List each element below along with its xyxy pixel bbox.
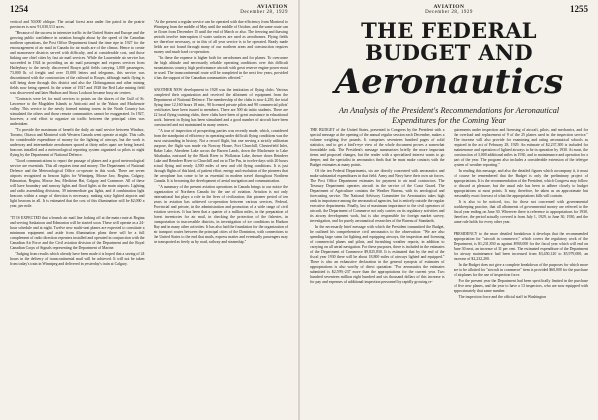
- left-page-header: [10, 4, 288, 20]
- paragraph: "To provide the maximum of benefit the daily air mail service between Windsor, Toronto, Ottawa and Montreal with Western Canada went operate at night. This calls for considerable expenditure of money for the lighting of airways, but the work is underway and intermediate aerodromes spaced at thirty miles apart are being leased, beacons installed and a meteorological reporting system organized so pilots to night flying by the Department of National Defence.: [10, 128, 145, 157]
- article-title-block: [310, 18, 588, 128]
- left-page: [0, 0, 298, 420]
- text-column: [454, 128, 589, 414]
- paragraph: "Because of the success in intensive traffic in the United States and Europe and the growing public confidence in aviation brought about by the speed of the Canadian northern operations, the Post Office Department found the time ripe in 1927 for the encouragement of air mail in Canada for air mails are of the climax. Hence to create and manoeuvre districts served with difficulty, and at considerable cost, and those linking one chief cities by fast air mail services. While the Laurentide air service has succeeded in 1924 in providing an air mail passenger and express services from Haileybury to the newly discovered Rouyn gold fields carrying 1,000 passengers, 73,000 lb. of freight and over 15,000 letters and telegrams, this service was discontinued with the construction of the railroad to Rouyn, although mails flying is still being done through this district and also the Chibougamau and other mining fields now being opened. In the winter of 1927 and 1928 the Red Lake mining field was discovered and later Hudson and Sioux Lookout became busy air centres.: [10, 31, 145, 95]
- paragraph: vertical and 50,000 oblique. The actual forest area under fire patrol in the prairie provinces is now 91,030,513 acres.: [10, 20, 145, 29]
- paragraph: Of the ten Federal Departments, six are directly concerned with aeronautics and make substantial expenditures in that field. Army and Navy have their own air forces. The Post Office Department estimates for payment to air mail contractors. The Treasury Department operates aircraft in the service of the Coast Guard. The Department of Agriculture contains the Weather Bureau, with its aerological and forecasting service. The National Advisory Committee for Aeronautics takes high rank in importance among the aeronautical agencies, but is entirely outside the regular executive departments. Finally, last of maximum importance to the civil operators of aircraft, the Department of Commerce not only carries on its regulatory activities and its airway development work, but is also responsible for foreign market survey, investigation, and for purely aeronautical researches of the Bureau of Standards.: [310, 169, 445, 223]
- text-column: [154, 20, 289, 414]
- paragraph: For the present year the Department had been specifically limited in the purchase of five new planes, and the year to have a 13 inspectors, who are now equipped with approximately that same number.: [453, 279, 588, 293]
- paragraph: The inspection force and the official staff in Washington: [458, 295, 547, 299]
- paragraph: quirements under inspection and licensing of aircraft, pilots, and mechanics, and for the overload and replacement of 9 of the 25 planes used in the inspection service." The increase will also provide for examining and rating aeronautical schools as required in the act of February 28, 1929. An estimate of $2,237,300 is included for maintenance and operation of lighted airways to be in operation by 1930. At most, the construction of 3,000 additional miles in 1930, and to maintenance and operation for a part of the year. The program also includes a considerable extension of the teletype system of weather reporting.": [453, 128, 588, 167]
- running-head-date: December 28, 1929: [240, 10, 288, 15]
- paragraph: It is also to be noticed, too, for those not concerned with governmental bookkeeping practice, that all allotments of governmental money are referred to the fiscal year ending on June 30. Wherever there is reference to appropriations for 1930, therefore, the period actually covered is from July 1, 1929, to June 30, 1930, and the same rule holds for every other year.: [453, 200, 588, 224]
- paragraph: "A tour of inspection of prospecting parties was recently made, which, considered from the standpoint of efficiency in operating under difficult flying conditions was the most outstanding in history. Not a record flight, but one serving a strictly utilitarian purpose, the flight was made via Norway House, Fort Churchill, Chesterfield Inlet, Baker Lake, Aberdeen Lake across the Barren Lands, down the Mackenzie to Lake Athabaska, eastward by the Black River to Wollaston Lake, thence down Reindeer Lake and Reindeer River to Churchill and on to The Pas, in twelve days with 20 hours actual flying and nearly 4,500 miles of new and old flying conditions. It is just through flights of this kind, of patient effort, energy and resolution of the pioneers that the aeroplane has come to be as essential in modern travel throughout Northern Canada. It is becoming the development of aerial navigation and communication.: [153, 129, 288, 183]
- paragraph: "Judging from results which already have been made it is hoped that a saving of 24 hours in the delivery of transcontinental mail will be achieved. It will not be taken from today's train in Winnipeg and delivered in yesterday's train at Calgary.: [10, 252, 145, 266]
- paragraph: "At the present a regular service can be operated with due efficiency from Montreal to Winnipeg from the middle of May until the middle of October, and the same route can be flown from December 15 until the end of March or also. The freezing and thawing periods involve interruption if water surfaces are used as aerodromes. Flying fields are therefore necessary, or in this of all year service is to be operated. Ready made fields are not found through many of our northern areas and construction requires money and much hard co-operation.: [153, 20, 288, 54]
- page-number: 1254: [10, 4, 28, 14]
- paragraph: In the necessarily brief message with which the President transmitted the Budget, he outlined his comprehensive civil aeronautics to the observation: "We are also spending large sums for lighting and equipping airways, the inspection and licensing of commercial planes and pilots, and furnishing weather reports, in addition to carrying on all aerial navigation. For these purposes, there is included in the estimates of the Department of Commerce $9,825,830. It is estimated that by the end of the fiscal year 1930 there will be about 18,800 miles of airways lighted and equipped." There is also an exhaustive declaration in the general synopsis of estimates of appropriations is also worthy of direct quotation: "For aeronautics the estimates submitted is $2,599,-237 more than the appropriations for the current year. Two hundred seventeen million eight hundred and six thousand dollars of this increase is for pay and expenses of additional inspection personnel by rapidly growing re-: [310, 225, 445, 284]
- paragraph: "In these the expense is higher both for aerodromes and for planes. To overcome the high altitude and necessarily reliable operating conditions over this difficult mountainous country, high performance aircraft with great reserve engine power must be used. The transcontinental route will be completed in the next few years, provided it has the support of the Canadian communities affected.": [153, 56, 288, 80]
- article-title-script: Aeronautics: [334, 62, 564, 102]
- paragraph: In the Budget does not give a complete breakdown of the purposes for which more are to be allotted for "aircraft in commerce" item is provided $60,000 for the purchase of airplanes for the use of inspection force.: [453, 263, 588, 277]
- article-title: THE FEDERAL BUDGET AND: [361, 18, 537, 65]
- page-number: 1255: [570, 4, 588, 14]
- running-head: [240, 4, 288, 16]
- article-subtitle: An Analysis of the President's Recommendations for Aeronautical Expenditures for the Coming Year: [338, 106, 560, 125]
- running-head-date: December 28, 1929: [425, 10, 473, 15]
- paragraph: ANOTHER NEW development in 1928 was the institution of flying clubs. Various completed their organization and received the allotment of equipment from the Department of National Defence. The membership of the clubs is now 4,250, the total flying time 12,160 hours 18 min., 90 licensed private pilots and 90 commercial pilots' certificates have been issued to members. There are 500 ab initio students. There are 22 local flying training clubs, three clubs have been of great assistance in educational work. Interest in flying has been stimulated and a good number of aircraft have been constructed and not maintained in many centres.: [153, 88, 288, 127]
- paragraph: "Contracts were let for mail services to points on the shores of the Gulf of St. Lawrence to the Magdalen Islands to Anticosti and to the Yukon and Mackenzie valley. This service to the newly formed mining towns in the North Country has stimulated the others and those remote communities cannot be exaggerated. In 1927, however, a real effort to organize air traffic between the principal cities was undertaken.: [10, 97, 145, 126]
- paragraph: "Good communications to report the passage of planes and a good meteorological service are essentials. This all requires time and money. The Department of National Defence and the Meteorological Office co-operate in this work. There are seven airports recognized as beacon lights for Winnipeg, Moose Jaw, Regina, Calgary, Edmonton, Regina, Moose Jaw, Medicine Hat, Calgary and Cranmore. All of these will have boundary and runway lights and flood lights at the main airports. Lighting and radio assembling divisions, 39 intermediate gas lights, and if combination light beacons within a range of direction is necessary, making sixty lighted airports and light beacons in all. It is estimated that the cost of this illumination will be $2,000 a year, per mile.: [10, 159, 145, 208]
- text-column: [10, 20, 145, 414]
- paragraph: THE BUDGET of the United States, presented to Congress by the President with a special message at the opening of the annual regular session each December, makes a volume weighing five pounds. It comprises seventeen hundred pages of solid statistics, and to get a bird's-eye view of the whole document proves a somewhat formidable task. The President's message summarizes briefly the more important items and proposed changes, but the reader with a specialized interest wants to go deeper, and the specialist in aeronautics finds that he must make contacts with the Budget estimates at many points.: [310, 128, 445, 167]
- left-page-columns: [10, 20, 288, 414]
- right-page: [300, 0, 598, 420]
- paragraph: "IT IS EXPECTED that a branch air mail line forking off at the main route at Regina and serving Saskatoon and Edmonton will be started soon. These will operate as a 24-hour schedule and at night. Twelve new multi-seat planes are expected to constitute a minimum equipment and aside from illumination plans there will be a full complement of radio direction repeaters installed and operated in conjunction with the Canadian Air Force and the Civil aviation division of the Department and the Royal Canadian Corps of Signals representing the Department of Marine.: [10, 216, 145, 250]
- running-head: [310, 4, 588, 16]
- text-column: [310, 128, 445, 414]
- running-head-magazine: AVIATION: [257, 4, 288, 10]
- right-page-columns: [310, 128, 588, 414]
- paragraph: In reading this message, and also the detailed figures which accompany it, it must of course be remembered that the Budget is only the preliminary project of appropriations. It is the recommendation of the President, which Congress may follow or discard at pleasure, but the usual rule has been to adhere closely to budget appropriations at most points. It may, therefore, be taken as an approximate but reasonably exact forecast of what the appropriations bills will contain.: [453, 169, 588, 198]
- paragraph: PRESIDENCY to the more detailed breakdown it develops that the recommended appropriation for "aircraft in commerce," which covers the regulatory work of the Department, is $1,231,830 as against $938,000 for the fiscal year which will end on June 30 next, an increase of 31 per cent. The estimated expenditure of the Department for airway maintenance had been increased from $3,450,120 to $5,979,000, an increase of $2,232,200.: [453, 232, 588, 261]
- paragraph: "A summary of the present aviation operations in Canada brings to our notice the organization of Northern Canada for the use of aviation. Aviation is not only international but plays a role in the lives of civilization; this pioneer period of ten years in aviation has achieved co-operation between various services, Federal, Provincial and private, in the administration and promotion of a wide range of civil aviation services. It has been that a quarter of a million miles, in the preparation of forest inventories for air mail, in checking the protection of the fisheries, in transportation to inaccessible districts, in investigation of ice conditions in Hudson Bay and in many other activities. It has also laid the foundation for the organization of air transport routes between the principal cities of the Dominion, with connections to the United States to the end that mails, express matter and eventually passengers may be transported as freely as by road, railway and steamship.": [153, 185, 288, 244]
- running-head-magazine: AVIATION: [433, 4, 465, 10]
